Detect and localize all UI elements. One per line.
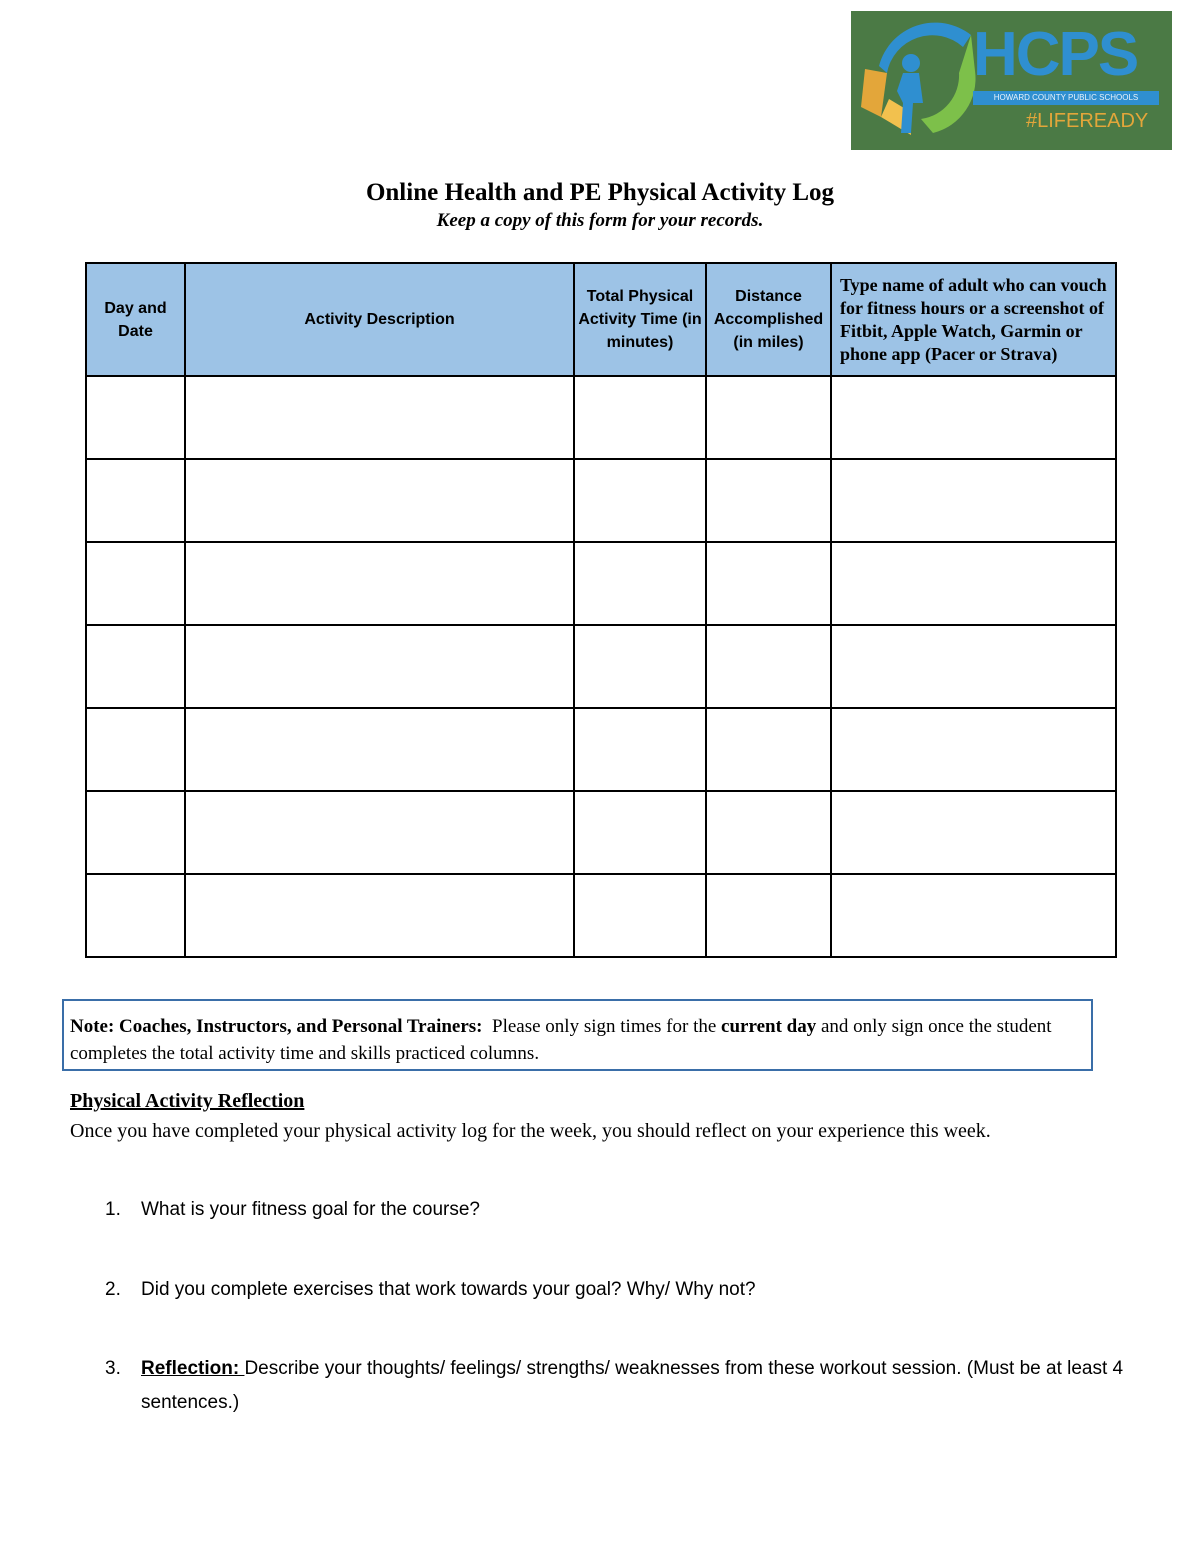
- header-activity-time: Total Physical Activity Time (in minutes): [574, 263, 706, 376]
- note-text-a: Please only sign times for the: [492, 1016, 717, 1037]
- activity-log-table: [85, 262, 1117, 958]
- cell-day-date[interactable]: [86, 459, 185, 542]
- cell-day-date[interactable]: [86, 791, 185, 874]
- note-emphasis: current day: [721, 1016, 817, 1037]
- cell-activity-description[interactable]: [185, 791, 574, 874]
- header-adult-verification: Type name of adult who can vouch for fitness hours or a screenshot of Fitbit, Apple Watch, Garmin or phone app (Pacer or Strava): [831, 263, 1116, 376]
- cell-activity-time[interactable]: [574, 791, 706, 874]
- cell-adult-verification[interactable]: [831, 376, 1116, 459]
- cell-distance[interactable]: [706, 791, 831, 874]
- cell-activity-description[interactable]: [185, 542, 574, 625]
- question-text: What is your fitness goal for the course?: [141, 1199, 480, 1220]
- reflection-intro: Once you have completed your physical activity log for the week, you should reflect on your experience this week.: [70, 1120, 991, 1142]
- cell-activity-description[interactable]: [185, 874, 574, 957]
- cell-distance[interactable]: [706, 459, 831, 542]
- cell-day-date[interactable]: [86, 708, 185, 791]
- page-title: Online Health and PE Physical Activity Log: [365, 179, 835, 206]
- cell-activity-time[interactable]: [574, 708, 706, 791]
- logo-tagline: #LIFEREADY: [1026, 110, 1149, 132]
- logo-letters: HCPS: [973, 20, 1138, 89]
- question-2: [105, 1273, 1145, 1307]
- cell-distance[interactable]: [706, 376, 831, 459]
- header-activity-description: Activity Description: [185, 263, 574, 376]
- cell-adult-verification[interactable]: [831, 542, 1116, 625]
- cell-day-date[interactable]: [86, 542, 185, 625]
- cell-day-date[interactable]: [86, 874, 185, 957]
- question-3: [105, 1352, 1145, 1420]
- cell-activity-time[interactable]: [574, 874, 706, 957]
- cell-day-date[interactable]: [86, 625, 185, 708]
- cell-activity-time[interactable]: [574, 459, 706, 542]
- header-distance: Distance Accomplished (in miles): [706, 263, 831, 376]
- question-lead: Reflection:: [141, 1358, 245, 1379]
- question-text: Did you complete exercises that work towards your goal? Why/ Why not?: [141, 1279, 756, 1300]
- table-row: [86, 625, 1116, 708]
- question-text-wrap: [141, 1352, 1145, 1420]
- table-row: [86, 874, 1116, 957]
- cell-day-date[interactable]: [86, 376, 185, 459]
- table-row: [86, 459, 1116, 542]
- cell-distance[interactable]: [706, 625, 831, 708]
- cell-distance[interactable]: [706, 874, 831, 957]
- note-text-b: and only sign once the student completes the total activity time and skills practiced columns.: [70, 1016, 1052, 1064]
- cell-adult-verification[interactable]: [831, 459, 1116, 542]
- cell-adult-verification[interactable]: [831, 708, 1116, 791]
- table-row: [86, 542, 1116, 625]
- reflection-heading: Physical Activity Reflection: [70, 1090, 305, 1112]
- question-1: [105, 1193, 1145, 1227]
- cell-activity-description[interactable]: [185, 708, 574, 791]
- question-number: 1.: [105, 1199, 121, 1220]
- cell-adult-verification[interactable]: [831, 791, 1116, 874]
- cell-activity-time[interactable]: [574, 625, 706, 708]
- question-number: 2.: [105, 1279, 121, 1300]
- cell-activity-description[interactable]: [185, 625, 574, 708]
- cell-activity-time[interactable]: [574, 376, 706, 459]
- hcps-logo: [851, 11, 1172, 150]
- table-row: [86, 376, 1116, 459]
- cell-activity-description[interactable]: [185, 376, 574, 459]
- question-text: Describe your thoughts/ feelings/ strengths/ weaknesses from these workout session. (Must be at least 4 sentences.): [141, 1358, 1124, 1413]
- cell-distance[interactable]: [706, 708, 831, 791]
- cell-activity-description[interactable]: [185, 459, 574, 542]
- cell-adult-verification[interactable]: [831, 874, 1116, 957]
- note-label: Note: Coaches, Instructors, and Personal Trainers:: [70, 1016, 483, 1037]
- logo-band-text: HOWARD COUNTY PUBLIC SCHOOLS: [973, 91, 1159, 105]
- table-row: [86, 791, 1116, 874]
- table-header-row: [86, 263, 1116, 376]
- table-row: [86, 708, 1116, 791]
- cell-activity-time[interactable]: [574, 542, 706, 625]
- header-day-date: Day and Date: [86, 263, 185, 376]
- coaches-note: [62, 999, 1093, 1071]
- cell-distance[interactable]: [706, 542, 831, 625]
- cell-adult-verification[interactable]: [831, 625, 1116, 708]
- page-subtitle: Keep a copy of this form for your records.: [436, 210, 764, 231]
- question-number: 3.: [105, 1358, 121, 1379]
